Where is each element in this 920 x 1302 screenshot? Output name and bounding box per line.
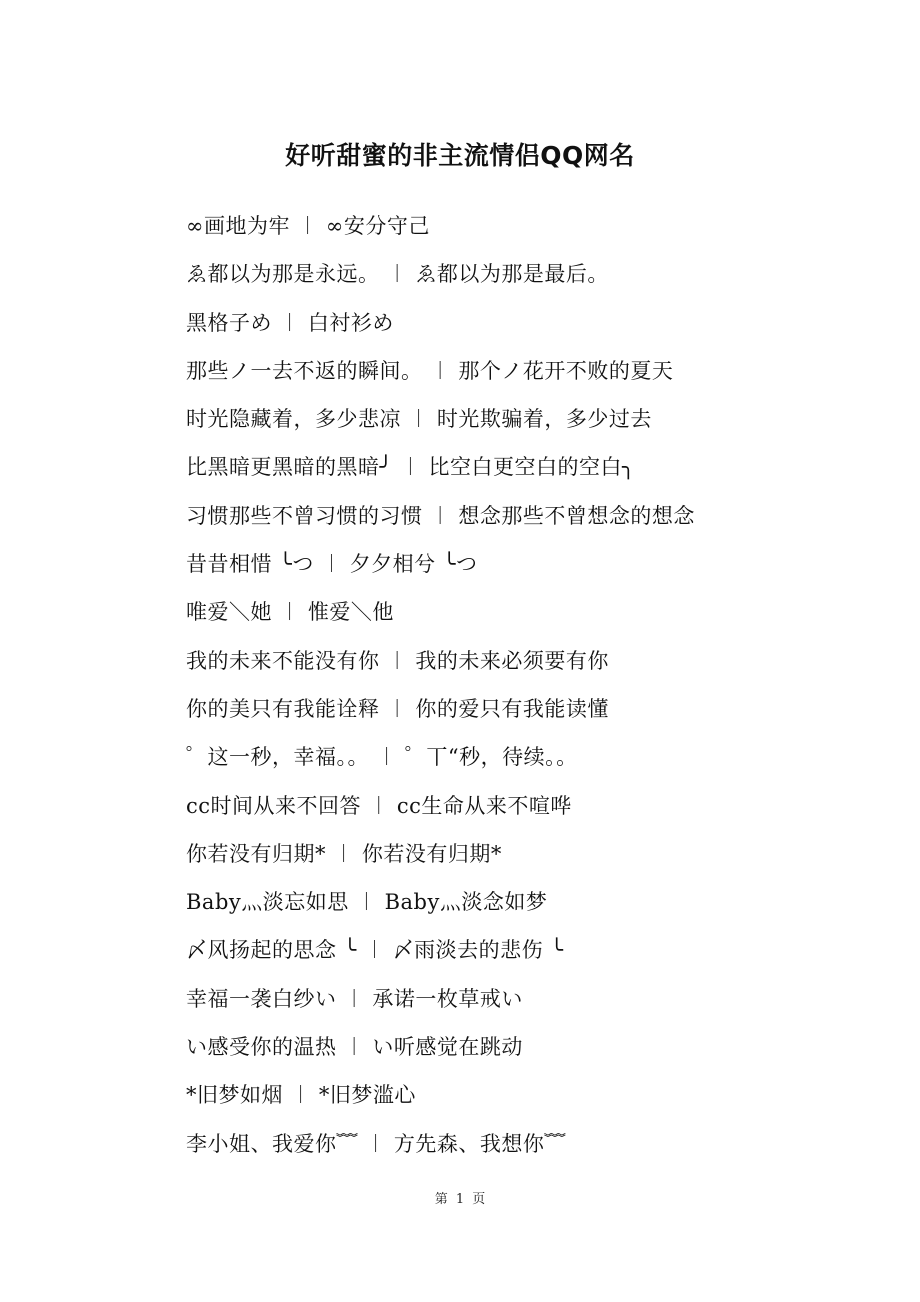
- page-number: 1: [455, 1192, 465, 1207]
- list-item: 〆风扬起的思念 ╰ ︱ 〆雨淡去的悲伤 ╰: [186, 938, 564, 963]
- page-footer: [0, 1190, 920, 1210]
- list-item: ゜这一秒，幸福。。 ︱ ゜丅“秒，待续。。: [186, 745, 578, 770]
- list-item: 比黑暗更黑暗的黑暗╯ ︱ 比空白更空白的空白╮: [186, 455, 636, 480]
- list-item: 黑格子め ︱ 白衬衫め: [186, 310, 394, 335]
- list-item: 那些ノ一去不返的瞬间。 ︱ 那个ノ花开不败的夏天: [186, 358, 674, 383]
- list-item: 幸福一袭白纱い ︱ 承诺一枚草戒い: [186, 986, 523, 1011]
- page-label-suffix: 页: [472, 1192, 486, 1207]
- list-item: 时光隐藏着，多少悲凉 ︱ 时光欺骗着，多少过去: [186, 407, 652, 432]
- list-item: Baby灬淡忘如思 ︱ Baby灬淡念如梦: [186, 890, 548, 915]
- list-item: ゑ都以为那是永远。 ︱ ゑ都以为那是最后。: [186, 262, 609, 287]
- list-item: *旧梦如烟 ︱ *旧梦滥心: [186, 1083, 416, 1108]
- list-item: ∞画地为牢 ︱ ∞安分守己: [186, 214, 430, 238]
- nickname-list: [186, 202, 786, 1168]
- list-item: 昔昔相惜 ╰つ ︱ 夕夕相兮 ╰つ: [186, 552, 478, 577]
- list-item: 你的美只有我能诠释 ︱ 你的爱只有我能读懂: [186, 696, 609, 721]
- list-item: い感受你的温热 ︱ い听感觉在跳动: [186, 1035, 523, 1060]
- list-item: 我的未来不能没有你 ︱ 我的未来必须要有你: [186, 648, 609, 673]
- list-item: 你若没有归期* ︱ 你若没有归期*: [186, 841, 502, 866]
- list-item: cc时间从来不回答 ︱ cc生命从来不喧哗: [186, 793, 572, 818]
- list-item: 唯爱＼她 ︱ 惟爱＼他: [186, 600, 394, 625]
- page-label-prefix: 第: [434, 1192, 448, 1207]
- list-item: 李小姐、我爱你﹌ ︱ 方先森、我想你﹌: [186, 1131, 566, 1156]
- document-title: 好听甜蜜的非主流情侣QQ网名: [285, 141, 635, 170]
- list-item: 习惯那些不曾习惯的习惯 ︱ 想念那些不曾想念的想念: [186, 503, 695, 528]
